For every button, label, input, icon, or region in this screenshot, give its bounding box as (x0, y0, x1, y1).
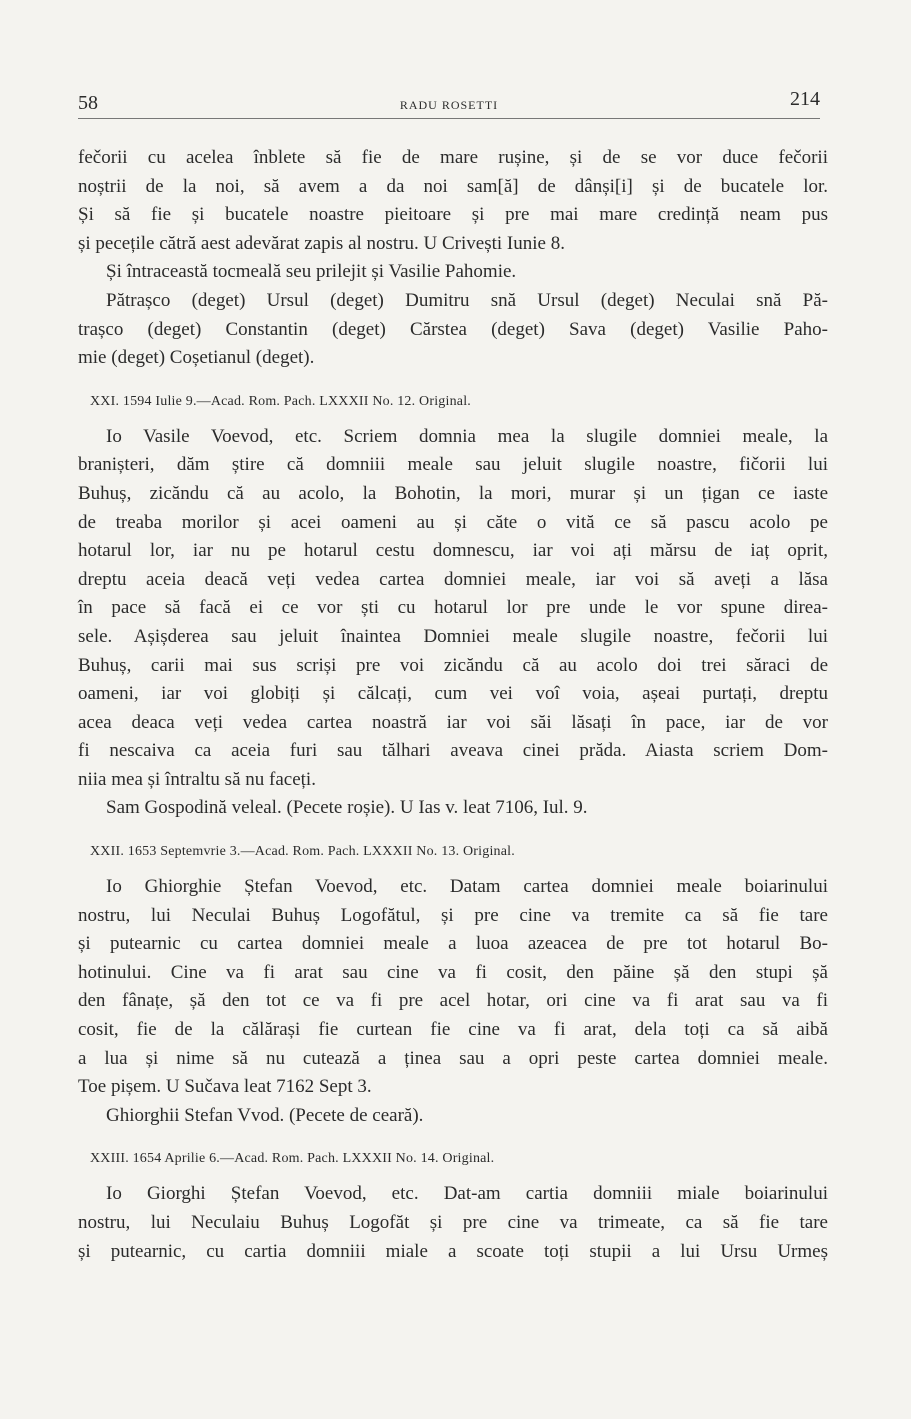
document-heading: XXIII. 1654 Aprilie 6.—Acad. Rom. Pach. LXXXII No. 14. Original. (90, 1151, 495, 1167)
text-line: Buhuș, zicăndu că au acolo, la Bohotin, la mori, murar și un țigan ce iaste (78, 482, 828, 504)
document-heading: XXII. 1653 Septemvrie 3.—Acad. Rom. Pach. LXXXII No. 13. Original. (90, 844, 515, 860)
text-line: Pătrașco (deget) Ursul (deget) Dumitru snă Ursul (deget) Neculai snă Pă- (106, 289, 828, 311)
text-line: Sam Gospodină veleal. (Pecete roșie). U Ias v. leat 7106, Iul. 9. (106, 797, 588, 819)
text-line: Io Vasile Voevod, etc. Scriem domnia mea la slugile domniei meale, la (106, 425, 828, 447)
text-line: a lua și nime să nu cutează a ținea sau a opri peste cartea domniei meale. (78, 1047, 828, 1069)
text-line: Io Giorghi Ștefan Voevod, etc. Dat-am cartia domniii miale boiarinului (106, 1183, 828, 1205)
document-heading: XXI. 1594 Iulie 9.—Acad. Rom. Pach. LXXXII No. 12. Original. (90, 393, 471, 409)
running-author: RADU ROSETTI (399, 98, 499, 112)
text-line: sele. Așișderea sau jeluit înaintea Domniei meale slugile noastre, fečorii lui (78, 625, 828, 647)
text-line: nostru, lui Neculai Buhuș Logofătul, și pre cine va tremite ca să fie tare (78, 904, 828, 926)
text-line: hotinului. Cine va fi arat sau cine va fi cosit, den păine șă den stupi șă (78, 961, 828, 983)
text-line: acea deaca veți vedea cartea noastră iar voi săi lăsați în pace, iar de vor (78, 711, 828, 733)
document-body (78, 144, 828, 1266)
left-page-number: 58 (78, 92, 98, 114)
text-line: fečorii cu acelea înblete să fie de mare rușine, și de se vor duce fečorii (78, 147, 828, 168)
text-line: nostru, lui Neculaiu Buhuș Logofăt și pre cine va trimeate, ca să fie tare (78, 1212, 828, 1233)
text-line: hotarul lor, iar nu pe hotarul cestu domnescu, iar voi ați mărsu de iaț oprit, (78, 540, 828, 562)
text-line: și putearnic, cu cartia domniii miale a scoate toți stupii a lui Ursu Urmeș (78, 1240, 828, 1262)
text-line: în pace să facă ei ce vor ști cu hotarul lor pre unde le vor spune direa- (78, 597, 828, 619)
text-line: branișteri, dăm știre că domniii meale sau jeluit slugile noastre, fičorii lui (78, 454, 828, 476)
text-line: dreptu aceia deacă veți vedea cartea domniei meale, iar voi să aveți a lăsa (78, 568, 828, 590)
text-line: niia mea și întraltu să nu faceți. (78, 768, 316, 790)
text-line: cosit, fie de la călărași fie curtean fie cine va fi arat, dela toți ca să aibă (78, 1019, 828, 1041)
text-line: și pecețile cătră aest adevărat zapis al nostru. U Crivești Iunie 8. (78, 232, 565, 254)
text-line: den fânațe, șă den tot ce va fi pre acel hotar, ori cine va fi arat sau va fi (78, 990, 828, 1012)
text-line: Buhuș, carii mai sus scriși pre voi zicăndu că au acolo doi trei săraci de (78, 654, 828, 676)
text-line: fi nescaiva ca aceia furi sau tălhari aveava cinei prăda. Aiasta scriem Dom- (78, 740, 828, 762)
text-line: trașco (deget) Constantin (deget) Cărstea (deget) Sava (deget) Vasilie Paho- (78, 318, 828, 340)
text-line: și putearnic cu cartea domniei meale a luoa azeacea de pre tot hotarul Bo- (78, 933, 828, 955)
text-line: Și întraceastă tocmeală seu prilejit și Vasilie Pahomie. (106, 261, 517, 283)
text-line: de treaba morilor și acei oameni au și căte o vită ce să pascu acolo pe (78, 511, 828, 533)
text-line: Ghiorghii Stefan Vvod. (Pecete de ceară). (106, 1104, 424, 1126)
text-line: oameni, iar voi globiți și călcați, cum vei voî voia, așeai purtați, dreptu (78, 683, 828, 705)
text-line: noștrii de la noi, să avem a da noi sam[ă] de dânși[i] și de bucatele lor. (78, 175, 828, 197)
right-page-number: 214 (790, 88, 820, 110)
text-line: Și să fie și bucatele noastre pieitoare și pre mai mare credință neam pus (78, 204, 828, 226)
text-line: Toe pișem. U Sučava leat 7162 Sept 3. (78, 1076, 372, 1098)
text-line: mie (deget) Coșetianul (deget). (78, 347, 315, 369)
running-header (78, 88, 820, 119)
text-line: Io Ghiorghie Ștefan Voevod, etc. Datam cartea domniei meale boiarinului (106, 876, 828, 898)
